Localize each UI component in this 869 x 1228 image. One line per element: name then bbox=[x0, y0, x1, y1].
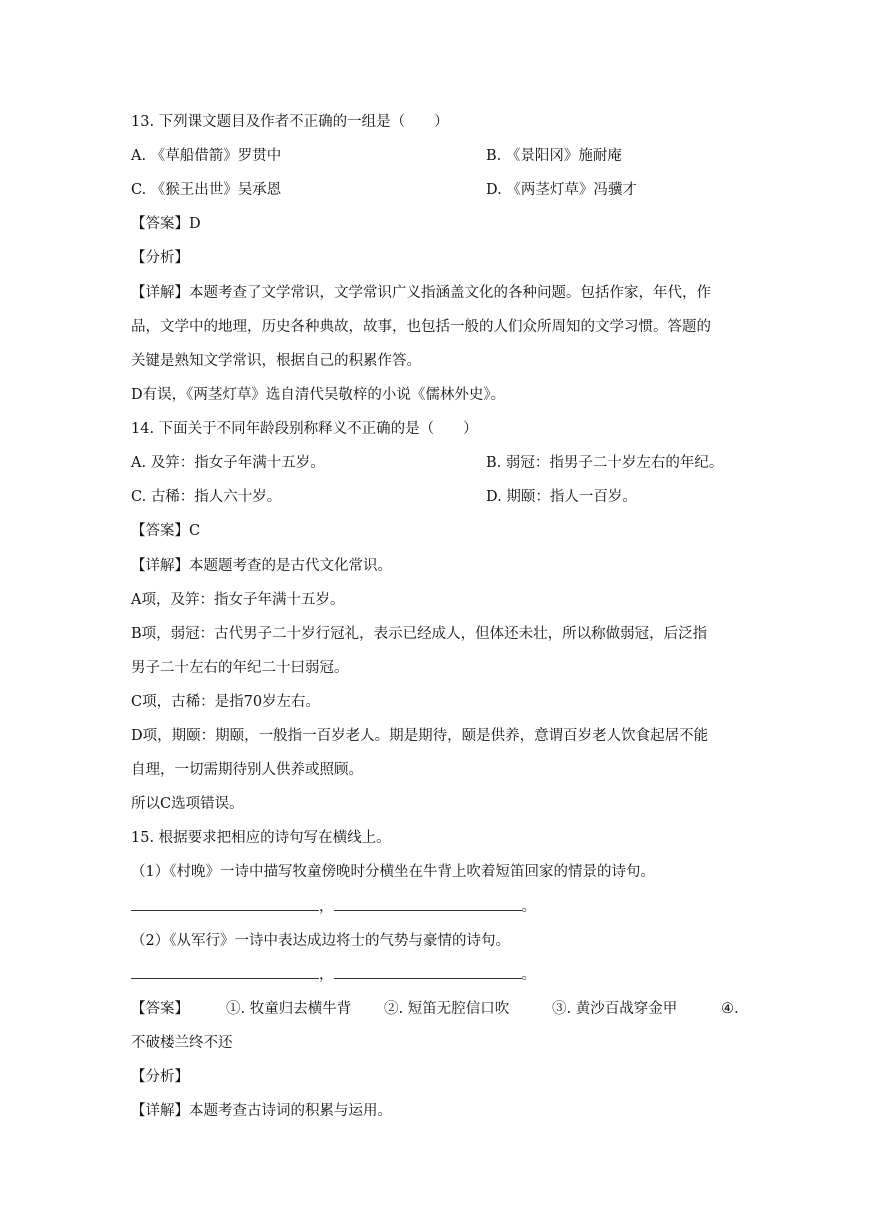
q14-detail-line: 所以C选项错误。 bbox=[131, 796, 244, 812]
q15-detail: 【详解】本题考查古诗词的积累与运用。 bbox=[131, 1103, 392, 1119]
answer-blank bbox=[334, 898, 522, 911]
answer-blank bbox=[131, 898, 319, 911]
q14-detail-line: D项，期颐：期颐，一般指一百岁老人。期是期待，颐是供养，意谓百岁老人饮食起居不能 bbox=[131, 728, 709, 744]
answer-blank bbox=[131, 966, 319, 979]
q13-detail-line: 关键是熟知文学常识，根据自己的积累作答。 bbox=[131, 353, 421, 369]
q13-detail-line: 品，文学中的地理，历史各种典故，故事，也包括一般的人们众所周知的文学习惯。答题的 bbox=[131, 319, 711, 335]
q14-option-a: A. 及笄：指女子年满十五岁。 bbox=[131, 455, 325, 471]
period: 。 bbox=[521, 899, 536, 915]
q13-option-b: B. 《景阳冈》施耐庵 bbox=[486, 148, 622, 164]
q13-detail-line: D有误，《两茎灯草》选自清代吴敬梓的小说《儒林外史》。 bbox=[131, 387, 506, 403]
q14-option-b: B. 弱冠：指男子二十岁左右的年纪。 bbox=[486, 455, 724, 471]
q14-option-c: C. 古稀：指人六十岁。 bbox=[131, 489, 282, 505]
q14-detail-line: B项，弱冠：古代男子二十岁行冠礼，表示已经成人，但体还未壮，所以称做弱冠，后泛指 bbox=[131, 626, 708, 642]
q13-answer: 【答案】D bbox=[131, 216, 201, 232]
q15-answer-label: 【答案】 bbox=[131, 1001, 189, 1017]
q15-answer-item: ③. 黄沙百战穿金甲 bbox=[552, 1001, 678, 1017]
comma: ， bbox=[319, 899, 334, 915]
q13-stem: 13. 下列课文题目及作者不正确的一组是（ ） bbox=[131, 114, 449, 130]
q14-detail-line: A项，及笄：指女子年满十五岁。 bbox=[131, 592, 345, 608]
q14-detail-line: 【详解】本题题考查的是古代文化常识。 bbox=[131, 558, 392, 574]
answer-blank bbox=[334, 966, 522, 979]
q13-option-d: D. 《两茎灯草》冯骥才 bbox=[486, 182, 637, 198]
q15-stem: 15. 根据要求把相应的诗句写在横线上。 bbox=[131, 830, 391, 846]
q13-analysis: 【分析】 bbox=[131, 250, 189, 266]
q13-detail-line: 【详解】本题考查了文学常识，文学常识广义指涵盖文化的各种问题。包括作家，年代，作 bbox=[131, 285, 711, 301]
q15-answer-item: ①. 牧童归去横牛背 bbox=[226, 1001, 352, 1017]
q15-blank-row-2 bbox=[131, 965, 759, 985]
q13-option-c: C. 《猴王出世》吴承恩 bbox=[131, 182, 282, 198]
q14-detail-line: 男子二十左右的年纪二十曰弱冠。 bbox=[131, 660, 349, 676]
q14-option-d: D. 期颐：指人一百岁。 bbox=[486, 489, 637, 505]
period: 。 bbox=[521, 967, 536, 983]
comma: ， bbox=[319, 967, 334, 983]
q14-detail-line: 自理，一切需期待别人供养或照顾。 bbox=[131, 762, 363, 778]
q15-sub2: （2）《从军行》一诗中表达成边将士的气势与豪情的诗句。 bbox=[131, 933, 510, 949]
q15-answer-item: ②. 短笛无腔信口吹 bbox=[384, 1001, 510, 1017]
q15-answer-continued: 不破楼兰终不还 bbox=[131, 1035, 233, 1051]
q14-detail-line: C项，古稀：是指70岁左右。 bbox=[131, 694, 321, 710]
q15-answer-item: ④. bbox=[721, 1001, 739, 1017]
q15-blank-row-1 bbox=[131, 897, 759, 917]
q15-analysis: 【分析】 bbox=[131, 1069, 189, 1085]
q13-option-a: A. 《草船借箭》罗贯中 bbox=[131, 148, 282, 164]
q15-answer-row bbox=[131, 999, 759, 1019]
q15-sub1: （1）《村晚》一诗中描写牧童傍晚时分横坐在牛背上吹着短笛回家的情景的诗句。 bbox=[131, 864, 655, 880]
q14-answer: 【答案】C bbox=[131, 523, 201, 539]
q14-stem: 14. 下面关于不同年龄段别称释义不正确的是（ ） bbox=[131, 421, 478, 437]
